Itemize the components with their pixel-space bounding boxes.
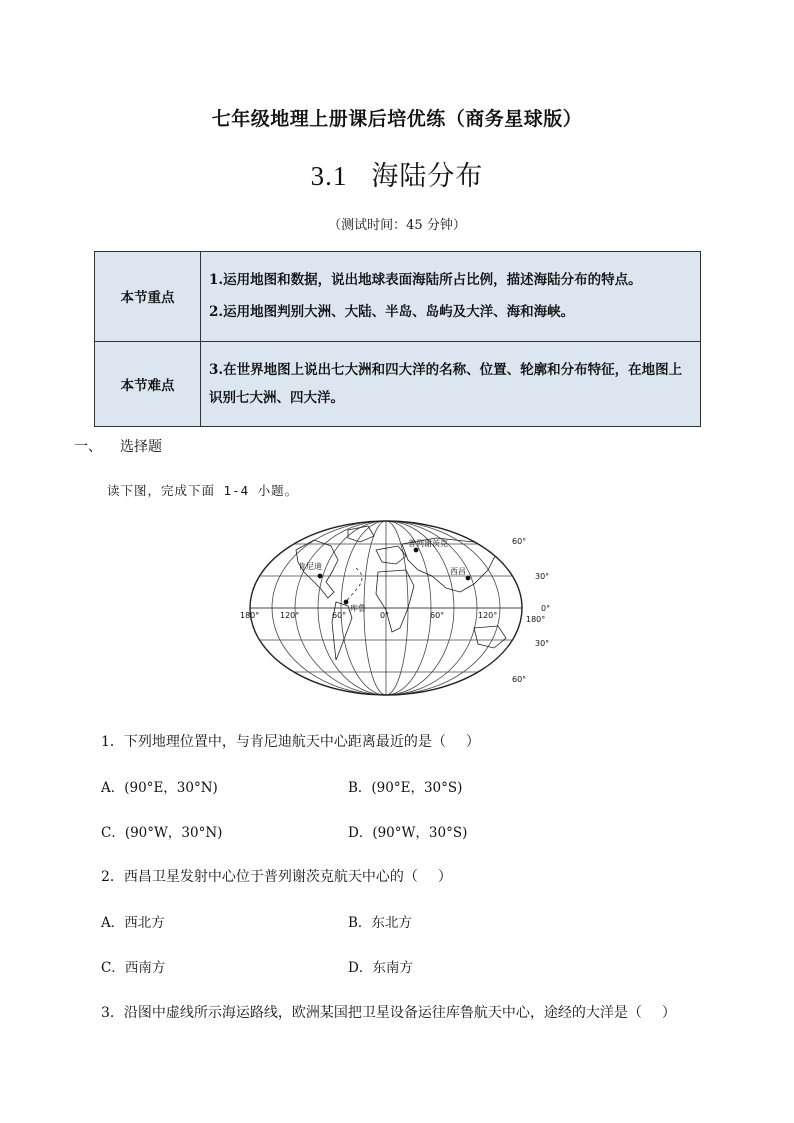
lon-label-w60: 60° — [332, 611, 347, 620]
question-2-option-b[interactable]: B．东北方 — [348, 915, 412, 931]
section-heading-number: 一、 — [74, 439, 102, 455]
kourou-label: 库鲁 — [350, 604, 366, 613]
question-1-option-c[interactable]: C．(90°W，30°N) — [101, 825, 223, 841]
lat-label-s30: 30° — [535, 639, 550, 648]
objective-text — [201, 252, 701, 342]
objective-line: 3.在世界地图上说出七大洲和四大洋的名称、位置、轮廓和分布特征，在地图上识别七大洲、四大洋。 — [209, 361, 683, 406]
objective-line: 2.运用地图判别大洲、大陆、半岛、岛屿及大洋、海和海峡。 — [209, 304, 575, 321]
objectives-table — [94, 251, 701, 427]
objective-label: 本节重点 — [95, 252, 201, 342]
question-1-option-d[interactable]: D．(90°W，30°S) — [348, 825, 468, 841]
kennedy-marker — [318, 574, 323, 579]
question-text: 3．沿图中虚线所示海运路线，欧洲某国把卫星设备运往库鲁航天中心，途经的大洋是（ — [101, 1005, 642, 1021]
objective-row-key — [95, 252, 701, 342]
question-2-stem — [101, 866, 452, 886]
lon-label-e60: 60° — [430, 611, 445, 620]
plesetsk-label: 普列谢茨克 — [408, 539, 448, 548]
lon-label-zero: 0° — [380, 611, 390, 620]
lat-label-eq: 0° — [541, 604, 551, 613]
section-title-line — [0, 154, 794, 193]
question-close: ） — [465, 734, 480, 750]
lon-label-w120: 120° — [280, 611, 300, 620]
objective-label: 本节难点 — [95, 341, 201, 426]
question-3-stem — [101, 1002, 676, 1022]
lat-label-n30: 30° — [535, 572, 550, 581]
kourou-marker — [344, 600, 349, 605]
question-2-option-c[interactable]: C．西南方 — [101, 960, 166, 976]
series-title: 七年级地理上册课后培优练（商务星球版） — [211, 108, 583, 130]
objective-line: 1.运用地图和数据，说出地球表面海陆所占比例，描述海陆分布的特点。 — [209, 272, 642, 289]
test-time: （测试时间：45 分钟） — [328, 218, 466, 233]
objective-text — [201, 341, 701, 426]
question-text: 1．下列地理位置中，与肯尼迪航天中心距离最近的是（ — [101, 734, 446, 750]
lon-label-w180: 180° — [240, 611, 260, 620]
question-1-option-b[interactable]: B．(90°E，30°S) — [348, 780, 463, 796]
section-heading-title: 选择题 — [120, 439, 162, 455]
objective-row-difficult — [95, 341, 701, 426]
world-map — [236, 510, 566, 706]
section-number: 3.1 — [310, 161, 348, 191]
lat-label-n60: 60° — [512, 537, 527, 546]
question-1-stem — [101, 731, 480, 751]
lon-label-e120: 120° — [478, 611, 498, 620]
lat-label-s60: 60° — [512, 675, 527, 684]
lead-text: 读下图，完成下面 1-4 小题。 — [107, 483, 299, 498]
section-heading — [74, 436, 162, 456]
kennedy-label: 肯尼迪 — [298, 562, 322, 571]
question-close: ） — [437, 869, 452, 885]
question-close: ） — [661, 1005, 676, 1021]
question-2-option-d[interactable]: D．东南方 — [348, 960, 413, 976]
question-2-option-a[interactable]: A．西北方 — [101, 915, 165, 931]
xichang-label: 西昌 — [450, 567, 466, 576]
plesetsk-marker — [414, 548, 419, 553]
xichang-marker — [466, 576, 471, 581]
lon-label-e180: 180° — [526, 615, 546, 624]
question-1-option-a[interactable]: A．(90°E，30°N) — [101, 780, 218, 796]
question-text: 2．西昌卫星发射中心位于普列谢茨克航天中心的（ — [101, 869, 418, 885]
section-title: 海陆分布 — [371, 161, 484, 192]
